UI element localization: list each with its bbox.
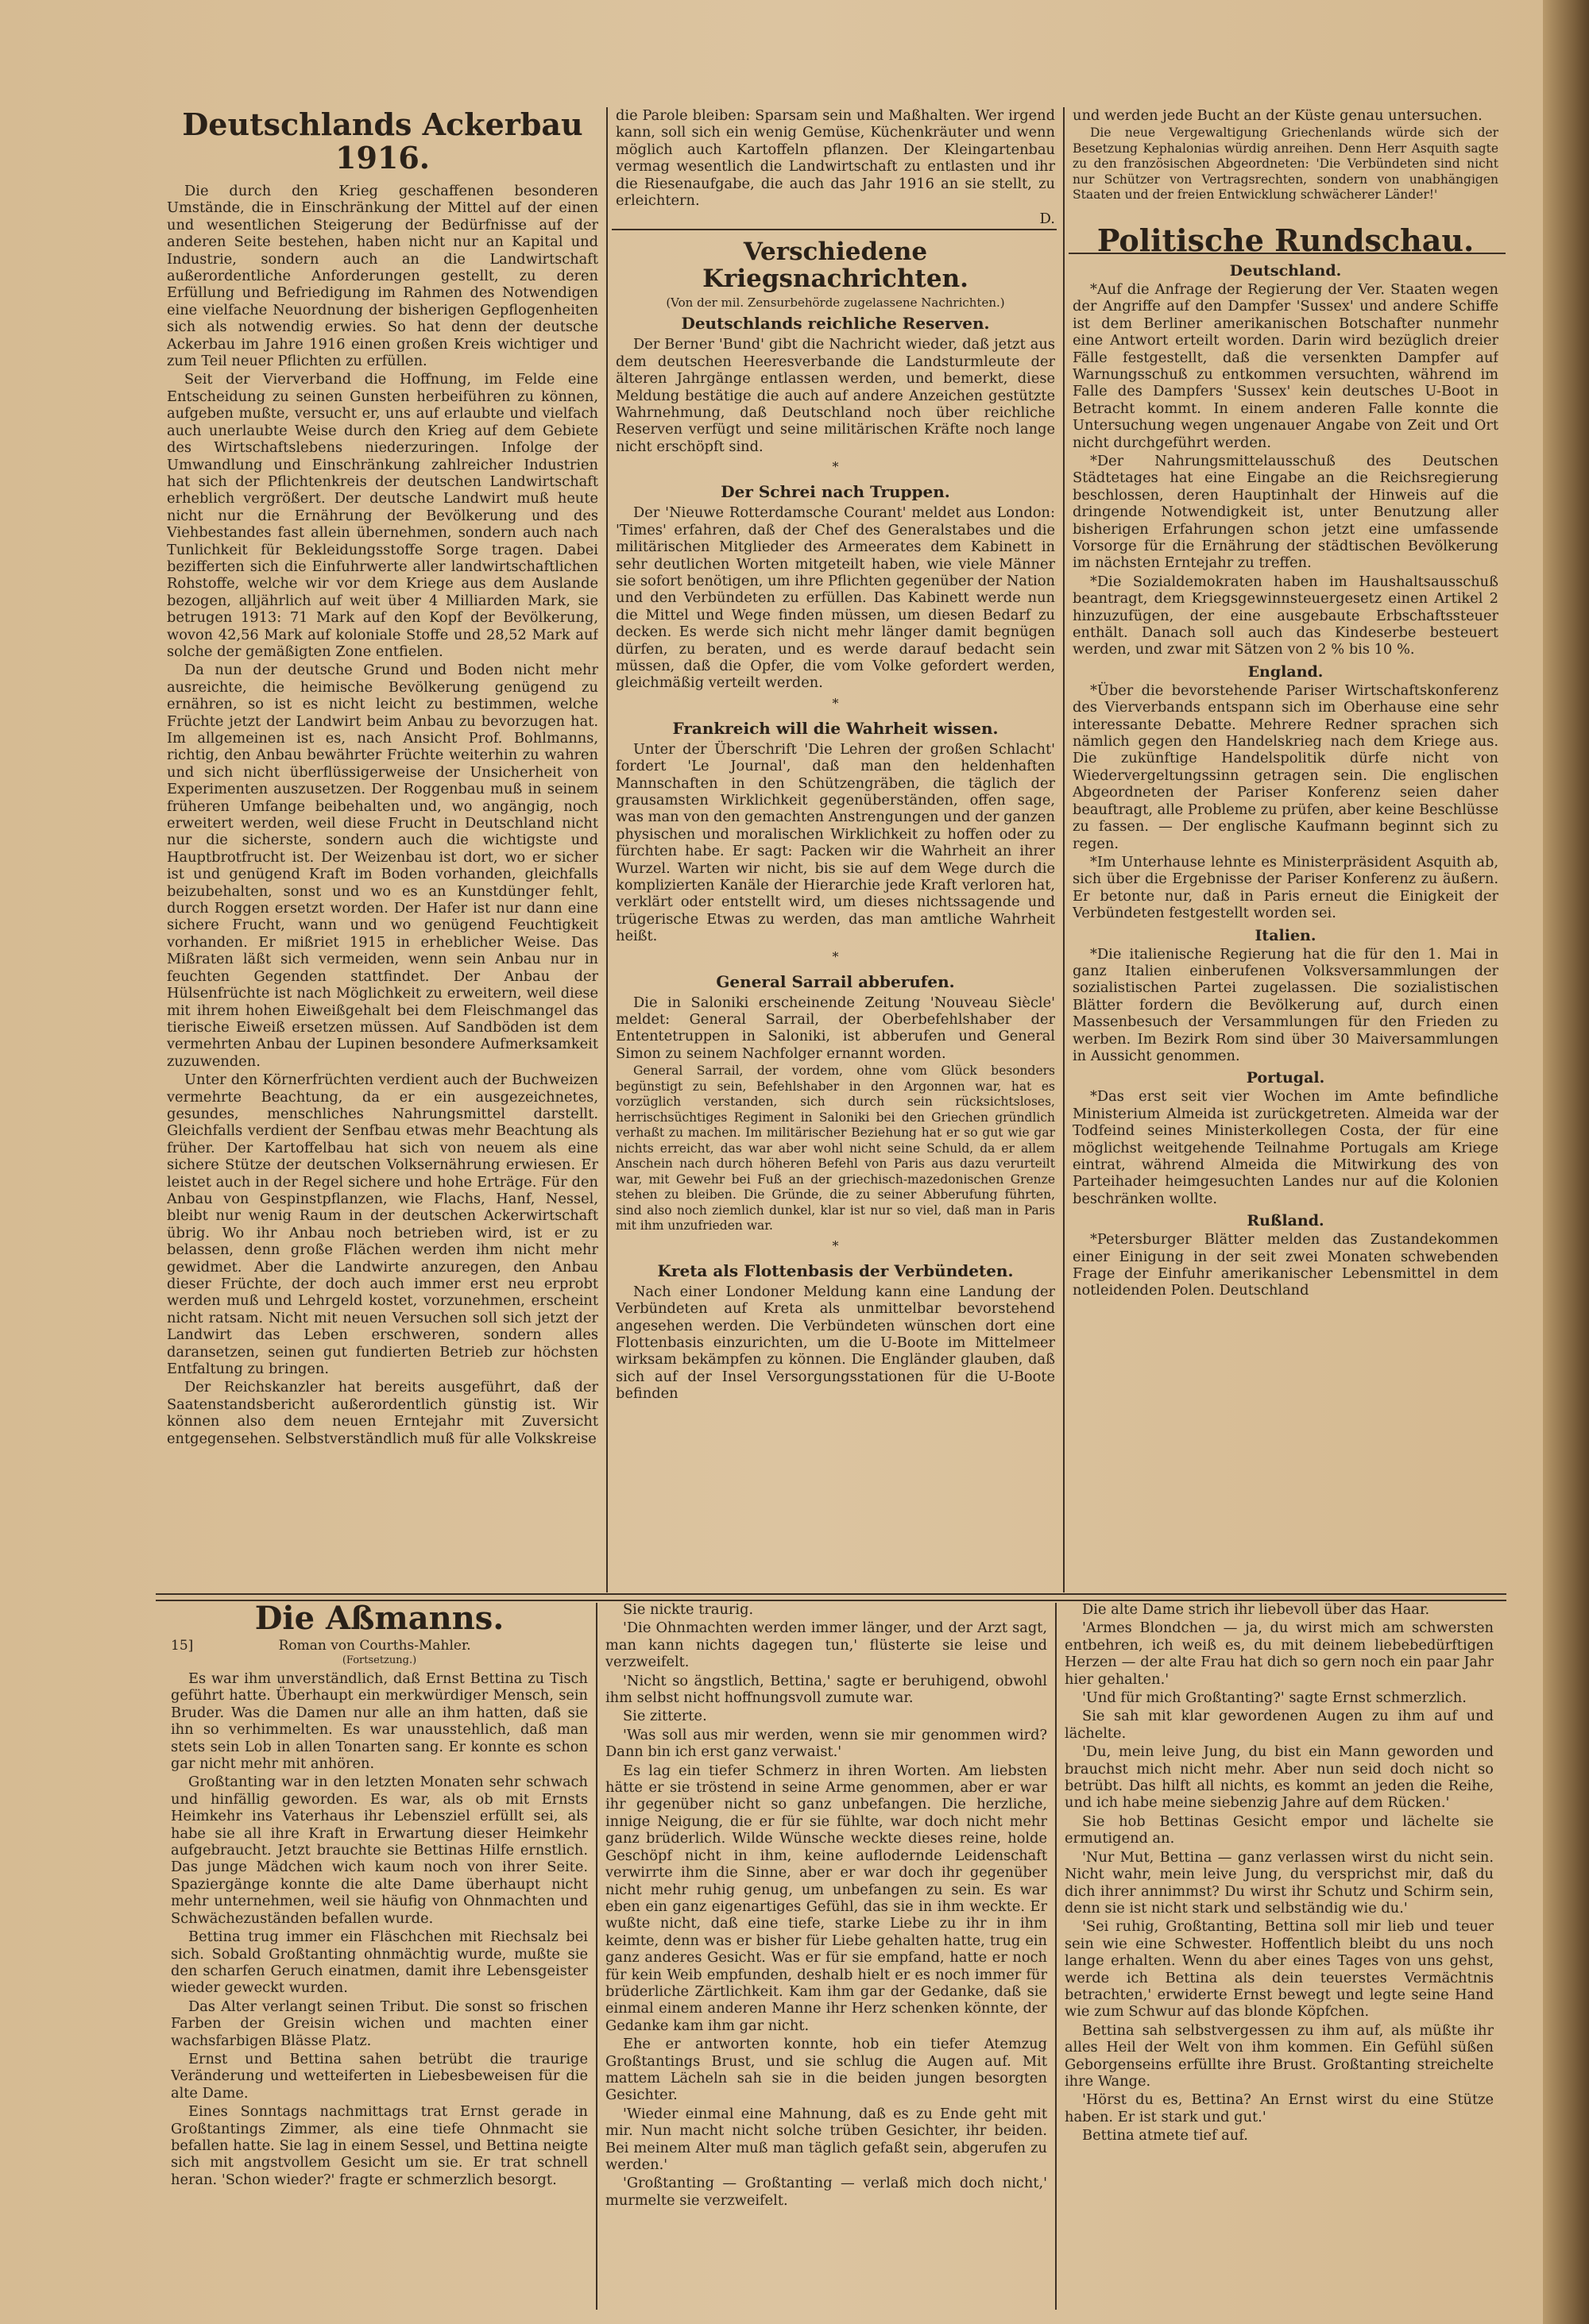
- heading-deutschland: Deutschland.: [1229, 261, 1342, 280]
- italien-text: *Die italienische Regierung hat die für den 1. Mai in ganz Italien einberufenen Volksversammlungen der sozialistischen Partei zugelassen. Die sozialistischen Blätter fordern die Bevölkerung auf, durch einen Massenbesuch der Versammlungen für den Frieden zu werben. Im Bezirk Rom sind über 30 Maiversammlungen in Aussicht genommen.: [1073, 945, 1498, 1064]
- novel-paragraph: 'Wieder einmal eine Mahnung, daß es zu Ende geht mit mir. Nun macht nicht solche trüben Gesichter, ihr beiden. Bei meinem Alter muß man täglich gefaßt sein, abgerufen zu werden.': [605, 2105, 1047, 2173]
- reserven-text: Der Berner 'Bund' gibt die Nachricht wieder, daß jetzt aus dem deutschen Heeresverbande die Landsturmleute der älteren Jahrgänge entlassen werden, und bemerkt, diese Meldung bestätige die auch auf andere Anzeichen gestützte Wahrnehmung, daß Deutschland noch über reichliche Reserven verfügt und seine militärischen Kräfte noch lange nicht erschöpft sind.: [616, 336, 1055, 455]
- separator-star: *: [832, 1237, 839, 1253]
- truppen-heading: Der Schrei nach Truppen.: [721, 482, 950, 502]
- deutschland-text: *Die Sozialdemokraten haben im Haushaltsausschuß beantragt, dem Kriegsgewinnsteuergesetz einen Artikel 2 hinzuzufügen, der eine ausgebaute Erbschaftssteuer enthält. Danach soll auch das Kindeserbe besteuert werden, und zwar mit Sätzen von 2 % bis 10 %.: [1073, 573, 1498, 658]
- novel-paragraph: Ehe er antworten konnte, hob ein tiefer Atemzug Großtantings Brust, und sie schlug die Augen auf. Mit mattem Lächeln sah sie in die beiden jungen besorgten Gesichter.: [605, 2036, 1047, 2104]
- novel-paragraph: 'Die Ohnmachten werden immer länger, und der Arzt sagt, man kann nichts dagegen tun,' flüsterte sie leise und verzweifelt.: [605, 1619, 1047, 1671]
- novel-paragraph: Das Alter verlangt seinen Tribut. Die sonst so frischen Farben der Greisin wichen und machten einer wachsfarbigen Blässe Platz.: [171, 1998, 588, 2049]
- novel-paragraph: Bettina atmete tief auf.: [1082, 2127, 1248, 2144]
- russland-text: *Petersburger Blätter melden das Zustandekommen einer Einigung in der seit zwei Monaten schwebenden Frage der Einfuhr amerikanischer Lebensmittel in dem notleidenden Polen. Deutschland: [1073, 1231, 1498, 1299]
- ackerbau-paragraph: Da nun der deutsche Grund und Boden nicht mehr ausreichte, die heimische Bevölkerung genügend zu ernähren, so ist es nicht leicht zu bestimmen, welche Früchte jetzt der Landwirt beim Anbau zu bevorzugen hat. Im allgemeinen ist es, nach Ansicht Prof. Bohlmanns, richtig, den Anbau bewährter Früchte weiterhin zu wahren und sich nicht überflüssigerweise der Unsicherheit von Experimenten auszusetzen. Der Roggenbau muß in seinem früheren Umfange beibehalten und, wo angängig, noch erweitert werden, weil diese Frucht in Deutschland nicht nur die sicherste, sondern auch die wichtigste und Hauptbrotfrucht ist. Der Weizenbau ist dort, wo er sicher ist und genügend Kraft im Boden vorhanden, gleichfalls beizubehalten, sonst und wo es an Kunstdünger fehlt, durch Roggen ersetzt worden. Der Hafer ist nur dann eine sichere Frucht, wann und wo genügend Feuchtigkeit vorhanden. Er mißriet 1915 in erheblicher Weise. Das Mißraten läßt sich vermeiden, wenn sein Anbau nur in feuchten Gegenden stattfindet. Der Anbau der Hülsenfrüchte ist nach Möglichkeit zu erweitern, weil diese mit ihrem hohen Eiweißgehalt bei dem Fleischmangel das tierische Eiweiß ersetzen müssen. Auf Sandböden ist dem vermehrten Anbau der Lupinen besondere Aufmerksamkeit zuzuwenden.: [167, 662, 598, 1070]
- novel-paragraph: 'Großtanting — Großtanting — verlaß mich doch nicht,' murmelte sie verzweifelt.: [605, 2175, 1047, 2209]
- deutschland-text: *Der Nahrungsmittelausschuß des Deutschen Städtetages hat eine Eingabe an die Reichsregierung beschlossen, deren Hauptinhalt der Hinweis auf die dringende Notwendigkeit ist, unter Benutzung aller bisherigen Erfahrungen schon jetzt eine umfassende Vorsorge für die Ernährung der städtischen Bevölkerung im nächsten Erntejahr zu treffen.: [1073, 452, 1498, 572]
- censor-note: (Von der mil. Zensurbehörde zugelassene Nachrichten.): [666, 295, 1005, 311]
- novel-paragraph: Bettina trug immer ein Fläschchen mit Riechsalz bei sich. Sobald Großtanting ohnmächtig wurde, mußte sie den scharfen Geruch einatmen, damit ihre Lebensgeister wieder geweckt wurden.: [171, 1928, 588, 1997]
- heading-italien: Italien.: [1255, 926, 1316, 944]
- novel-paragraph: Sie zitterte.: [623, 1708, 707, 1725]
- sarrail-heading: General Sarrail abberufen.: [716, 971, 955, 991]
- column-rule: [606, 107, 608, 1592]
- installment-number: 15]: [171, 1638, 194, 1654]
- novel-paragraph: Es lag ein tiefer Schmerz in ihren Worten. Am liebsten hätte er sie tröstend in seine Arme genommen, aber er war ihr gegenüber nicht so ganz unbefangen. Die herzliche, innige Neigung, die er für sie fühlte, war doch nicht mehr ganz brüderlich. Wilde Wünsche weckte dieses reine, holde Geschöpf nicht in ihm, keine auflodernde Leidenschaft verwirrte ihm die Sinne, aber er war doch ihr gegenüber nicht mehr ruhig genug, um unbefangen zu sein. Es war eben ein ganz eigenartiges Gefühl, das sie in ihm weckte. Er wußte nicht, daß eine tiefe, starke Liebe zu ihr in ihm keimte, denn was er bisher für Liebe gehalten hatte, trug ein ganz anderes Gesicht. Was er für sie empfand, hatte er noch für kein Weib empfunden, deshalb hielt er es noch immer für brüderliche Zärtlichkeit. Kam ihm gar der Gedanke, daß sie einmal einem anderen Manne ihr Herz schenken könnte, der Gedanke kam ihm gar nicht.: [605, 1762, 1047, 2034]
- novel-paragraph: 'Sei ruhig, Großtanting, Bettina soll mir lieb und teuer sein wie eine Schwester. Hoffentlich bleibt du uns noch lange erhalten. Wenn du aber eines Tages von uns gehst, werde ich Bettina als dein teuerstes Vermächtnis betrachten,' erwiderte Ernst bewegt und legte seine Hand wie zum Schwur auf das blonde Köpfchen.: [1065, 1918, 1494, 2021]
- heading-russland: Rußland.: [1247, 1212, 1324, 1230]
- rundschau-column: [1073, 107, 1498, 1591]
- kriegsnachrichten-title: Verschiedene Kriegsnachrichten.: [702, 237, 968, 294]
- novel-paragraph: Sie sah mit klar gewordenen Augen zu ihm auf und lächelte.: [1065, 1708, 1494, 1742]
- sarrail-text: Die in Saloniki erscheinende Zeitung 'Nouveau Siècle' meldet: General Sarrail, der Oberbefehlshaber der Ententetruppen in Saloniki, ist abberufen und General Simon zu seinem Nachfolger ernannt worden.: [616, 994, 1055, 1062]
- novel-paragraph: Großtanting war in den letzten Monaten sehr schwach und hinfällig geworden. Es war, als ob mit Ernsts Heimkehr ins Vaterhaus ihr Lebensziel erfüllt sei, als habe sie all ihre Kraft in Erwartung dieser Heimkehr aufgebraucht. Jetzt brauchte sie Bettinas Hilfe ernstlich. Das junge Mädchen wich kaum noch von ihrer Seite. Spaziergänge konnte die alte Dame überhaupt nicht mehr unternehmen, weil sie häufig von Ohnmachten und Schwächezuständen befallen wurde.: [171, 1774, 588, 1927]
- sarrail-text-small: General Sarrail, der vordem, ohne vom Glück besonders begünstigt zu sein, Befehlshaber in den Argonnen war, hat es vorzüglich verstanden, sich durch sein rücksichtsloses, herrischsüchtiges Regiment in Saloniki bei den Griechen gründlich verhaßt zu machen. Im militärischer Beziehung hat er so gut wie gar nichts erreicht, das war aber wohl nicht seine Schuld, da er allem Anschein nach durch höheren Befehl von Paris aus dazu verurteilt war, mit Gewehr bei Fuß an der griechisch-mazedonischen Grenze stehen zu bleiben. Die Gründe, die zu seiner Abberufung führten, sind also noch ziemlich dunkel, klar ist nur so viel, daß man in Paris mit ihm unzufrieden war.: [616, 1064, 1055, 1233]
- kreta-continuation: und werden jede Bucht an der Küste genau untersuchen.: [1073, 107, 1483, 124]
- section-separator: [156, 1593, 1506, 1601]
- novel-paragraph: Ernst und Bettina sahen betrübt die traurige Veränderung und wetteiferten in Liebesbeweisen für die alte Dame.: [171, 2050, 588, 2102]
- novel-paragraph: Es war ihm unverständlich, daß Ernst Bettina zu Tisch geführt hatte. Überhaupt ein merkwürdiger Mensch, sein Bruder. Was die Damen nur alle an ihm hatten, daß sie ihn so verhimmelten. Es war unausstehlich, daß man stets sein Lob in allen Tonarten sang. Er konnte es schon gar nicht mehr mit anhören.: [171, 1670, 588, 1773]
- novel-meta: [171, 1638, 588, 1654]
- portugal-text: *Das erst seit vier Wochen im Amte befindliche Ministerium Almeida ist zurückgetreten. Almeida war der Todfeind seines Ministerkollegen Costa, der für eine möglichst weitgehende Teilnahme Portugals am Kriege eintrat, während Almeida die Mitwirkung des von Parteihader heimgesuchten Landes nur auf die Kolonien beschränken wollte.: [1073, 1088, 1498, 1207]
- frankreich-heading: Frankreich will die Wahrheit wissen.: [672, 718, 999, 738]
- author-sign: D.: [1039, 210, 1055, 228]
- novel-paragraph: Die alte Dame strich ihr liebevoll über das Haar.: [1082, 1601, 1430, 1618]
- separator-star: *: [832, 695, 839, 711]
- novel-paragraph: 'Hörst du es, Bettina? An Ernst wirst du eine Stütze haben. Er ist stark und gut.': [1065, 2091, 1494, 2125]
- novel-paragraph: 'Und für mich Großtanting?' sagte Ernst schmerzlich.: [1082, 1689, 1467, 1707]
- england-text: *Im Unterhause lehnte es Ministerpräsident Asquith ab, sich über die Ergebnisse der Pariser Konferenz zu äußern. Er betonte nur, daß in Paris erneut die Einigkeit der Verbündeten festgestellt worden sei.: [1073, 853, 1498, 922]
- ackerbau-paragraph: Unter den Körnerfrüchten verdient auch der Buchweizen vermehrte Beachtung, da er ein ausgezeichnetes, gesundes, menschliches Nahrungsmittel darstellt. Gleichfalls verdient der Senfbau etwas mehr Beachtung als früher. Der Kartoffelbau hat sich von neuem als eine sichere Stütze der deutschen Volksernährung erwiesen. Er leistet auch in der Regel sichere und hohe Erträge. Für den Anbau von Gespinstpflanzen, wie Flachs, Hanf, Nessel, bleibt nur wenig Raum in der deutschen Ackerwirtschaft übrig. Wo ihr Anbau noch betrieben wird, ist er zu belassen, denn große Flächen werden ihm nicht mehr gewidmet. Aber die Landwirte anzuregen, den Anbau dieser Früchte, der doch auch immer erst neu erprobt werden muß und Lehrgeld kostet, vorzunehmen, erscheint nicht ratsam. Nicht mit neuen Versuchen soll sich jetzt der Landwirt das Leben erschweren, sondern alles daransetzen, seinen gut fundierten Betrieb zur höchsten Entfaltung zu bringen.: [167, 1071, 598, 1378]
- ackerbau-continuation: die Parole bleiben: Sparsam sein und Maßhalten. Wer irgend kann, soll sich ein wenig Gemüse, Küchenkräuter und wenn möglich auch Kartoffeln pflanzen. Der Kleingartenbau vermag wesentlich die Landwirtschaft zu entlasten und ihr die Riesenaufgabe, die auch das Jahr 1916 an sie stellt, zu erleichtern.: [616, 107, 1055, 210]
- novel-column-3: [1065, 1601, 1494, 2308]
- novel-paragraph: 'Nicht so ängstlich, Bettina,' sagte er beruhigend, obwohl ihm selbst nicht hoffnungsvoll zumute war.: [605, 1672, 1047, 1707]
- page-edge: [1543, 0, 1589, 2324]
- kreta-text: Nach einer Londoner Meldung kann eine Landung der Verbündeten auf Kreta als unmittelbar bevorstehend angesehen werden. Die Verbündeten wünschen dort eine Flottenbasis einzurichten, um die U-Boote im Mittelmeer wirksam bekämpfen zu können. Die Engländer glauben, daß sich auf der Insel Versorgungsstationen für die U-Boote befinden: [616, 1283, 1055, 1403]
- novel-paragraph: 'Armes Blondchen — ja, du wirst mich am schwersten entbehren, ich weiß es, du mit deinem liebebedürftigen Herzen — der alte Frau hat dich so gern noch ein paar Jahr hier gehalten.': [1065, 1619, 1494, 1688]
- continuation-note: (Fortsetzung.): [342, 1654, 417, 1666]
- ackerbau-title: Deutschlands Ackerbau 1916.: [182, 106, 583, 176]
- separator-star: *: [832, 459, 839, 475]
- ackerbau-paragraph: Seit der Vierverband die Hoffnung, im Felde eine Entscheidung zu seinen Gunsten herbeiführen zu können, aufgeben mußte, versucht er, uns auf erlaubte und vielfach auch unerlaubte Weise durch den Krieg auf dem Gebiete des Wirtschaftslebens niederzuringen. Infolge der Umwandlung und Einschränkung zahlreicher Industrien hat sich der Pflichtenkreis der deutschen Landwirtschaft erheblich vergrößert. Der deutsche Landwirt muß heute nicht nur die Ernährung der Bevölkerung und des Viehbestandes fast allein übernehmen, sondern auch nach Tunlichkeit für Bekleidungsstoffe Sorge tragen. Dabei bezifferten sich die Einfuhrwerte aller landwirtschaftlichen Rohstoffe, welche wir vor dem Kriege aus dem Auslande bezogen, alljährlich auf weit über 4 Milliarden Mark, sie betrugen 1913: 71 Mark auf den Kopf der Bevölkerung, wovon 42,56 Mark auf koloniale Stoffe und 28,52 Mark auf solche der gemäßigten Zone entfielen.: [167, 371, 598, 660]
- meta-spacer: [556, 1638, 588, 1654]
- heading-england: England.: [1247, 662, 1324, 681]
- novel-column-2: [605, 1601, 1047, 2308]
- kriegsnachrichten-column: [616, 107, 1055, 1591]
- column-rule: [1063, 107, 1065, 1592]
- novel-author: Roman von Courths-Mahler.: [278, 1638, 471, 1654]
- novel-paragraph: 'Nur Mut, Bettina — ganz verlassen wirst du nicht sein. Nicht wahr, mein leive Jung, du versprichst mir, daß du dich ihrer annimmst? Du wirst ihr Schutz und Schirm sein, denn sie ist nicht stark und selbständig wie du.': [1065, 1848, 1494, 1917]
- separator-star: *: [832, 948, 839, 964]
- column-rule: [596, 1603, 597, 2310]
- novel-column-1: [171, 1601, 588, 2308]
- novel-title: Die Aßmanns.: [254, 1601, 505, 1637]
- england-text: *Über die bevorstehende Pariser Wirtschaftskonferenz des Vierverbands entspann sich im Oberhause eine sehr interessante Debatte. Mehrere Redner sprachen sich nämlich gegen den Handelskrieg nach dem Kriege aus. Die zukünftige Handelspolitik dürfe nicht von Wiedervergeltungssinn getragen sein. Die englischen Abgeordneten der Pariser Konferenz seien daher beauftragt, alle Probleme zu prüfen, aber keine Beschlüsse zu fassen. — Der englische Kaufmann beginnt sich zu regen.: [1073, 681, 1498, 852]
- kreta-continuation-small: Die neue Vergewaltigung Griechenlands würde sich der Besetzung Kephalonias würdig anreihen. Denn Herr Asquith sagte zu den französischen Abgeordneten: 'Die Verbündeten sind nicht nur Schützer von Vertragsrechten, sondern von unabhängigen Staaten und der freien Entwicklung schwächerer Länder!': [1073, 125, 1498, 203]
- ackerbau-paragraph: Der Reichskanzler hat bereits ausgeführt, daß der Saatenstandsbericht außerordentlich günstig ist. Wir können also dem neuen Erntejahr mit Zuversicht entgegensehen. Selbstverständlich muß für alle Volkskreise: [167, 1379, 598, 1447]
- rundschau-title: Politische Rundschau.: [1096, 222, 1475, 258]
- ackerbau-article: [167, 102, 598, 1592]
- novel-paragraph: 'Du, mein leive Jung, du bist ein Mann geworden und brauchst mich nicht mehr. Aber nun seid doch nicht so betrübt. Das hilft all nichts, es kommt an jeden die Reihe, und ich habe meine siebenzig Jahre auf dem Rücken.': [1065, 1743, 1494, 1812]
- truppen-text: Der 'Nieuwe Rotterdamsche Courant' meldet aus London: 'Times' erfahren, daß der Chef des Generalstabes und die militärischen Mitglieder des Armeerates dem Kabinett in sehr deutlichen Worten mitgeteilt haben, wie viele Männer sie sofort benötigen, um ihre Pflichten gegenüber der Nation und den Verbündeten zu erfüllen. Das Kabinett werde nun die Mittel und Wege finden müssen, um diesen Bedarf zu decken. Es werde sich nicht mehr länger damit begnügen dürfen, zu beraten, und es werde darauf bedacht sein müssen, daß die Opfer, die vom Volke gefordert werden, gleichmäßig verteilt werden.: [616, 504, 1055, 692]
- reserven-heading: Deutschlands reichliche Reserven.: [681, 314, 990, 334]
- column-rule: [1055, 1603, 1057, 2310]
- novel-paragraph: Bettina sah selbstvergessen zu ihm auf, als müßte ihr alles Heil der Welt von ihm kommen. Ein Gefühl süßen Geborgenseins erfüllte ihre Brust. Großtanting streichelte ihre Wange.: [1065, 2021, 1494, 2090]
- kreta-heading: Kreta als Flottenbasis der Verbündeten.: [657, 1260, 1014, 1280]
- frankreich-text: Unter der Überschrift 'Die Lehren der großen Schlacht' fordert 'Le Journal', daß man den heldenhaften Mannschaften in den Schützengräben, die täglich der grausamsten Wirklichkeit gegenüberständen, offen sage, was man von den gemachten Anstrengungen und der ganzen physischen und moralischen Wirklichkeit zu hoffen oder zu fürchten habe. Er sagt: Packen wir die Wahrheit an ihrer Wurzel. Warten wir nicht, bis sie auf dem Wege durch die komplizierten Kanäle der Hierarchie jede Kraft verloren hat, verklärt oder entstellt wird, um dieses nichtssagende und trügerische Etwas zu werden, das man amtliche Wahrheit heißt.: [616, 740, 1055, 945]
- heading-portugal: Portugal.: [1246, 1069, 1325, 1087]
- novel-paragraph: Eines Sonntags nachmittags trat Ernst gerade in Großtantings Zimmer, als eine tiefe Ohnmacht sie befallen hatte. Sie lag in einem Sessel, und Bettina neigte sich mit angstvollem Gesicht um sie. Er trat schnell heran. 'Schon wieder?' fragte er schmerzlich besorgt.: [171, 2103, 588, 2188]
- ackerbau-paragraph: Die durch den Krieg geschaffenen besonderen Umstände, die in Einschränkung der Mittel auf der einen und wesentlichen Steigerung der Bedürfnisse auf der anderen Seite bestehen, haben nicht nur an Kapital und Industrie, sondern auch an die Landwirtschaft außerordentliche Anforderungen gestellt, zu deren Erfüllung und Befriedigung im Rahmen des Notwendigen eine vielfache Neuordnung der bisherigen Gepflogenheiten sich als notwendig erwies. So hat denn der deutsche Ackerbau im Jahre 1916 einen großen Kreis wichtiger und zum Teil neuer Pflichten zu erfüllen.: [167, 183, 598, 370]
- deutschland-text: *Auf die Anfrage der Regierung der Ver. Staaten wegen der Angriffe auf den Dampfer 'Sussex' und andere Schiffe ist dem Berliner amerikanischen Botschafter nunmehr eine Antwort erteilt worden. Darin wird bezüglich dreier Fälle festgestellt, daß die versenkten Dampfer auf Warnungsschuß zu entkommen versuchten, während im Falle des Dampfers 'Sussex' kein deutsches U-Boot in Betracht kommt. In einem anderen Falle konnte die Untersuchung wegen ungenauer Angabe von Zeit und Ort nicht durchgeführt werden.: [1073, 280, 1498, 451]
- novel-paragraph: Sie hob Bettinas Gesicht empor und lächelte sie ermutigend an.: [1065, 1812, 1494, 1847]
- novel-paragraph: Sie nickte traurig.: [623, 1601, 754, 1618]
- novel-paragraph: 'Was soll aus mir werden, wenn sie mir genommen wird? Dann bin ich erst ganz verwaist.': [605, 1726, 1047, 1761]
